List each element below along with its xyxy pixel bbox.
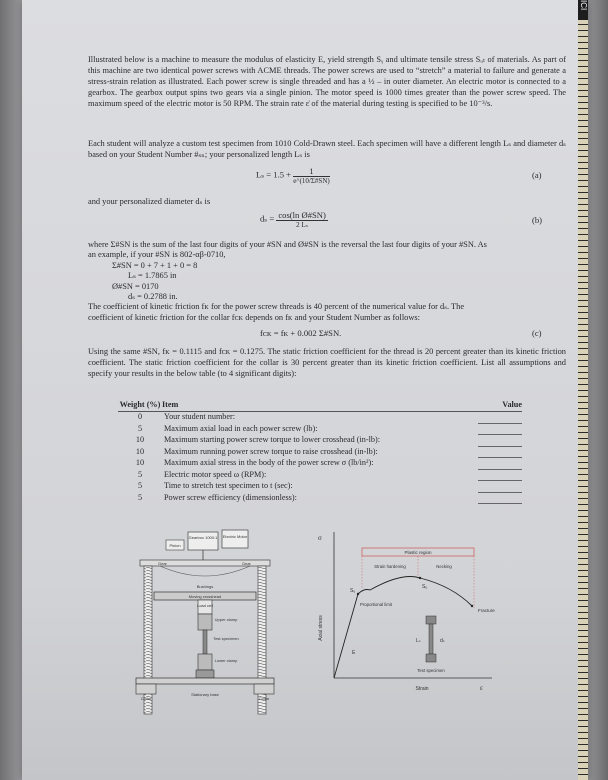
item-cell: Power screw efficiency (dimensionless): bbox=[164, 492, 297, 502]
example-line: Lₛ = 1.7865 in bbox=[128, 271, 177, 281]
table-row bbox=[118, 412, 522, 424]
value-blank[interactable] bbox=[478, 481, 522, 493]
collar-right-label: Collar bbox=[258, 696, 270, 701]
lower-clamp bbox=[198, 654, 212, 670]
binding-ruler bbox=[578, 0, 588, 780]
table-row bbox=[118, 446, 522, 458]
equation-a-denominator: e^(10/Σ#SN) bbox=[293, 177, 330, 185]
diameter-intro: and your personalized diameter dₛ is bbox=[88, 197, 211, 206]
gearbox-label: Gearbox 1000:1 bbox=[188, 535, 218, 540]
table-row bbox=[118, 481, 522, 493]
gear-right-label: Gear bbox=[242, 561, 251, 566]
bushings-label: Bushings bbox=[196, 584, 214, 589]
proportional-limit-label: Proportional limit bbox=[360, 602, 393, 607]
upper-clamp bbox=[198, 614, 212, 630]
specimen-paragraph: Each student will analyze a custom test specimen from 1010 Cold-Drawn steel. Each specimen will have a different length Lₛ and diameter dₛ based on your Student Number #ₛₙ; your personalized length Lₛ is bbox=[88, 139, 566, 159]
e-label: E bbox=[352, 650, 356, 656]
test-machine-diagram bbox=[130, 528, 300, 750]
example-line: Σ#SN = 0 + 7 + 1 + 0 = 8 bbox=[112, 260, 198, 270]
su-label: Sᵤ bbox=[422, 584, 428, 590]
value-blank[interactable] bbox=[478, 423, 522, 435]
value-blank[interactable] bbox=[478, 492, 522, 504]
header-item: Item bbox=[162, 398, 478, 412]
weight-cell: 10 bbox=[135, 446, 145, 456]
strain-hardening-label: Strain hardening bbox=[374, 564, 406, 569]
equation-b-lhs: dₛ = bbox=[260, 213, 275, 224]
sigma-label: σ bbox=[318, 534, 322, 542]
header-value: Value bbox=[478, 398, 522, 412]
equation-b-denominator: 2 Lₛ bbox=[296, 221, 309, 229]
table-row bbox=[118, 492, 522, 504]
equation-a-numerator: 1 bbox=[293, 166, 330, 177]
example-line: coefficient of kinetic friction for the collar fᴄᴋ depends on fᴋ and your Student Number as follows: bbox=[88, 312, 420, 322]
lower-clamp-label: Lower clamp bbox=[214, 658, 238, 663]
test-specimen bbox=[203, 630, 207, 654]
header-weight: Weight (%) bbox=[118, 398, 162, 412]
necking-label: Necking bbox=[436, 564, 452, 569]
stress-strain-diagram bbox=[312, 528, 502, 750]
table-row bbox=[118, 435, 522, 447]
example-line: dₛ = 0.2788 in. bbox=[128, 292, 178, 302]
weight-cell: 5 bbox=[137, 492, 143, 502]
table-row bbox=[118, 423, 522, 435]
table-row bbox=[118, 458, 522, 470]
weight-cell: 10 bbox=[135, 458, 145, 467]
weight-cell: 5 bbox=[137, 481, 143, 490]
base-label: Stationary base bbox=[191, 692, 219, 697]
example-line: The coefficient of kinetic friction fᴋ for the power screw threads is 40 percent of the numerical value for dₛ. The bbox=[88, 302, 465, 312]
specimen-label: Test specimen bbox=[213, 636, 239, 641]
results-table bbox=[118, 398, 522, 504]
weight-cell: 0 bbox=[137, 412, 143, 422]
item-cell: Maximum starting power screw torque to lower crosshead (in-lb): bbox=[164, 435, 381, 444]
weight-cell: 5 bbox=[137, 423, 143, 433]
ds-label: dₛ bbox=[440, 638, 445, 644]
equation-c-tag: (c) bbox=[532, 328, 542, 338]
specimen-sketch bbox=[429, 624, 433, 654]
value-blank[interactable] bbox=[478, 458, 522, 470]
example-line: an example, if your #SN is 802-αβ-0710, bbox=[88, 250, 226, 260]
collar-left-label: Collar bbox=[140, 696, 152, 701]
weight-cell: 5 bbox=[137, 469, 143, 479]
motor-box bbox=[222, 530, 248, 548]
upper-clamp-label: Upper clamp bbox=[214, 617, 238, 622]
corner-tag: ICI bbox=[578, 0, 588, 20]
value-blank[interactable] bbox=[478, 412, 522, 424]
test-specimen-caption: Test specimen bbox=[417, 668, 445, 673]
equation-b bbox=[260, 210, 328, 229]
item-cell: Time to stretch test specimen to t (sec): bbox=[164, 481, 293, 490]
document-page bbox=[22, 0, 588, 780]
equation-b-numerator: cos(ln Ø#SN) bbox=[278, 210, 326, 220]
fracture-label: Fracture bbox=[478, 608, 495, 613]
item-cell: Maximum axial load in each power screw (lb): bbox=[164, 423, 318, 433]
example-line: Ø#SN = 0170 bbox=[112, 281, 159, 291]
equation-a bbox=[256, 166, 330, 185]
item-cell: Maximum axial stress in the body of the power screw σ (lb/in²): bbox=[164, 458, 374, 467]
using-paragraph: Using the same #SN, fᴋ = 0.1115 and fᴄᴋ = 0.1275. The static friction coefficient for the thread is 20 percent greater than its kinetic friction coefficient. The static friction coefficient for the collar is 30 percent greater than its kinetic friction coefficient. List all assumptions and specify your results in the below table (to 4 significant digits): bbox=[88, 347, 566, 378]
example-line: where Σ#SN is the sum of the last four digits of your #SN and Ø#SN is the reversal the last four digits of your #SN. As bbox=[88, 240, 487, 249]
stationary-base bbox=[136, 678, 274, 684]
gear-left-label: Gear bbox=[158, 561, 167, 566]
load-cell-label: Load cell bbox=[196, 603, 214, 608]
value-blank[interactable] bbox=[478, 446, 522, 458]
item-cell: Your student number: bbox=[164, 412, 236, 422]
x-axis-label: Strain bbox=[415, 686, 429, 692]
pinion-label: Pinion bbox=[169, 543, 181, 548]
equation-a-lhs: Lₛ = 1.5 + bbox=[256, 169, 292, 180]
equation-b-tag: (b) bbox=[532, 215, 543, 225]
example-block bbox=[88, 240, 566, 323]
equation-a-tag: (a) bbox=[532, 170, 542, 180]
ls-label: Lₛ bbox=[416, 638, 421, 644]
intro-paragraph: Illustrated below is a machine to measure the modulus of elasticity E, yield strength Sᵧ and ultimate tensile stress Sᵤₜ of materials. As part of this machine are two identical power screws with ACME threads. The power screws are used to “stretch” a material to failure and generate a stress-strain relation as illustrated. Each power screw is single threaded and has a ½ – in outer diameter. An electric motor is connected to a gearbox. The gearbox output spins two gears via a single pinion. The motor speed is 1000 times greater than the power screw speed. The maximum speed of the electric motor is 50 RPM. The strain rate ε̇ of the material during testing is specified to be 10⁻³/s. bbox=[88, 55, 566, 108]
equation-c: fᴄᴋ = fᴋ + 0.002 Σ#SN. bbox=[260, 328, 342, 338]
crosshead-label: Moving crosshead bbox=[188, 594, 222, 599]
sy-label: Sᵧ bbox=[350, 588, 355, 594]
epsilon-label: ε bbox=[480, 684, 483, 692]
motor-label: Electric Motor bbox=[222, 534, 248, 539]
weight-cell: 10 bbox=[135, 435, 145, 444]
table-header-row bbox=[118, 398, 522, 412]
y-axis-label: Axial stress bbox=[318, 615, 324, 641]
value-blank[interactable] bbox=[478, 435, 522, 447]
table-row bbox=[118, 469, 522, 481]
item-cell: Maximum running power screw torque to raise crosshead (in-lb): bbox=[164, 446, 378, 456]
item-cell: Electric motor speed ω (RPM): bbox=[164, 469, 267, 479]
value-blank[interactable] bbox=[478, 469, 522, 481]
plastic-region-label: Plastic region bbox=[404, 550, 432, 555]
